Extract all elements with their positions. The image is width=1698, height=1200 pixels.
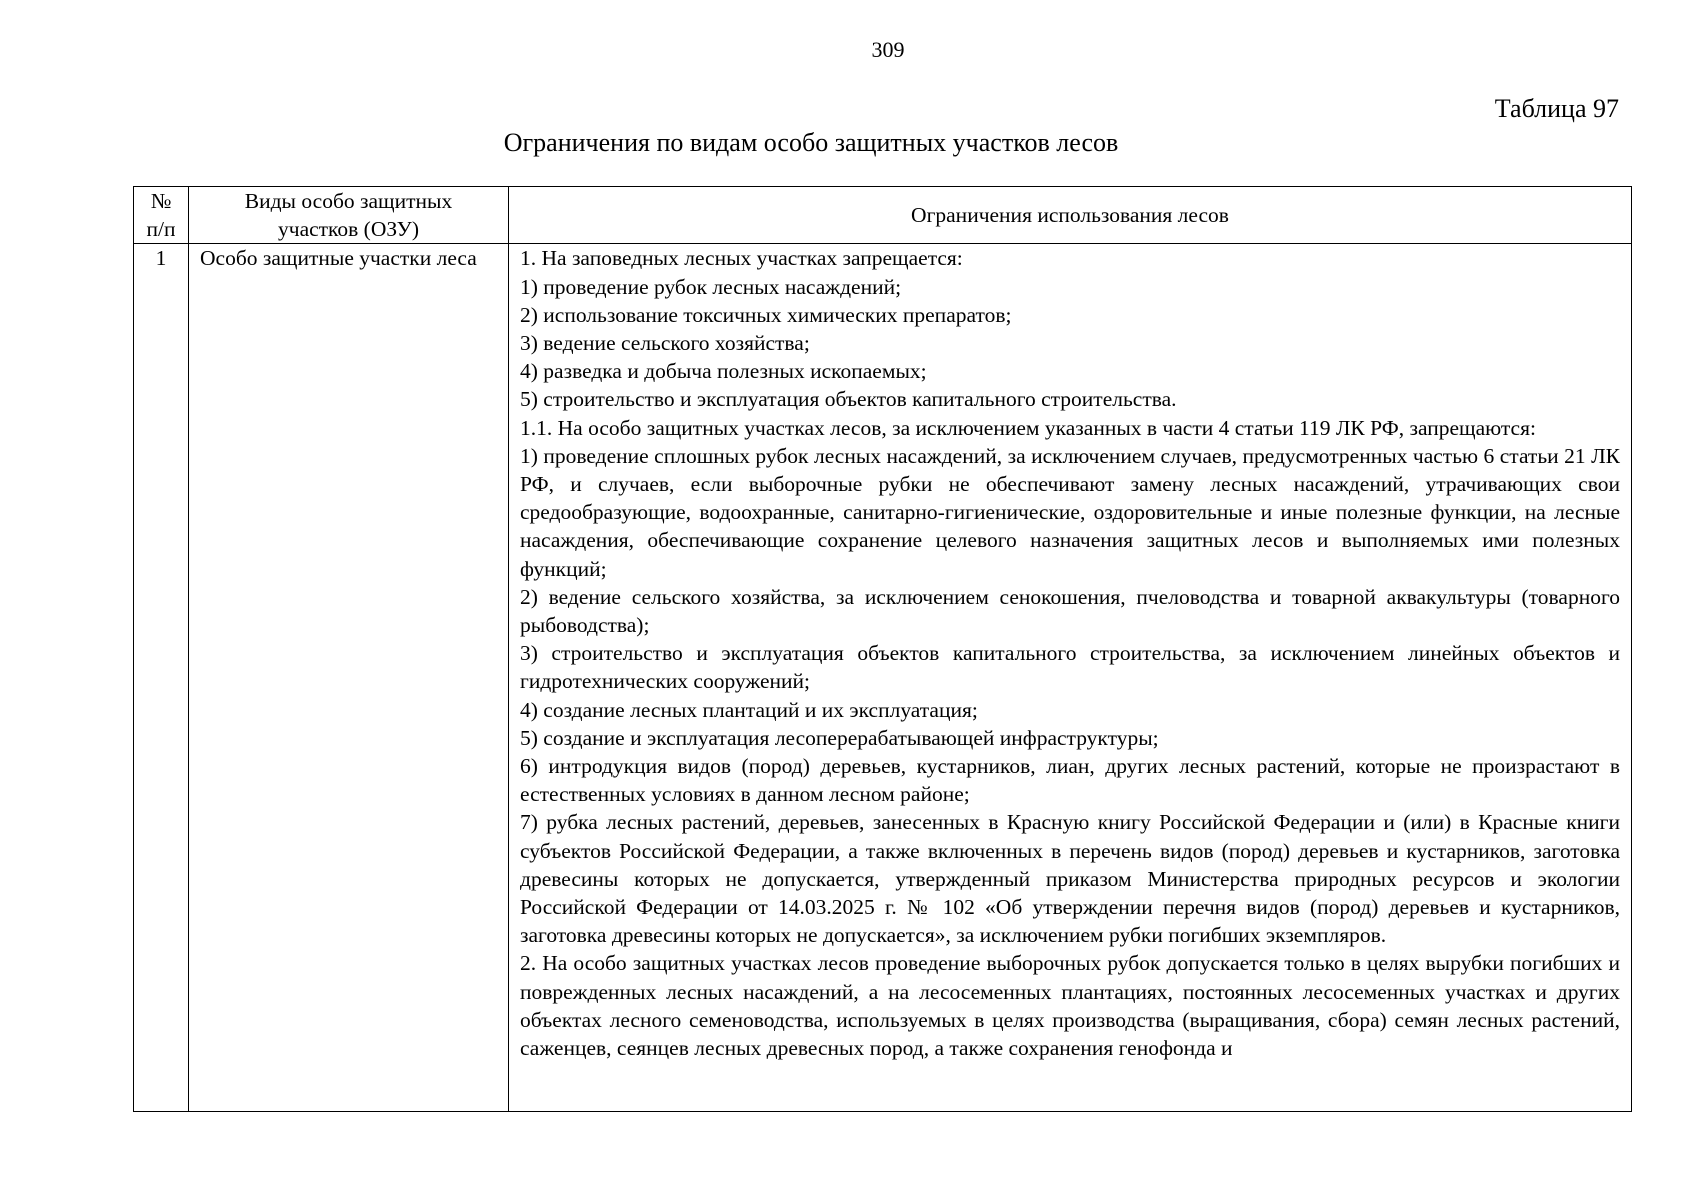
header-num	[134, 187, 189, 244]
restriction-line: 5) строительство и эксплуатация объектов капитального строительства.	[520, 387, 1177, 412]
header-restrictions: Ограничения использования лесов	[509, 187, 1632, 244]
restriction-line: 1) проведение сплошных рубок лесных насаждений, за исключением случаев, предусмотренных частью 6 статьи 21 ЛК РФ, и случаев, если выборочные рубки не обеспечивают замену лесных насаждений, утрачивающих свои средообразующие, водоохранные, санитарно-гигиенические, оздоровительные и иные полезные функции, на лесные насаждения, обеспечивающие сохранение целевого назначения защитных лесов и выполняемых ими полезных функций;	[520, 443, 1620, 581]
header-num-line: №	[150, 189, 172, 213]
restrictions-table	[133, 186, 1632, 1112]
row-restrictions	[509, 244, 1632, 1112]
restriction-line: 2. На особо защитных участках лесов проведение выборочных рубок допускается только в целях вырубки погибших и поврежденных лесных насаждений, а на лесосеменных плантациях, постоянных лесосеменных участках и других объектах лесного семеноводства, используемых в целях производства (выращивания, сбора) семян лесных растений, саженцев, сеянцев лесных древесных пород, а также сохранения генофонда и	[520, 951, 1620, 1061]
table-header-row	[134, 187, 1632, 244]
header-num-line: п/п	[146, 217, 176, 242]
row-num: 1	[134, 244, 189, 1112]
restriction-line: 3) ведение сельского хозяйства;	[520, 331, 810, 356]
restriction-line: 5) создание и эксплуатация лесоперерабатывающей инфраструктуры;	[520, 725, 1159, 750]
header-type	[189, 187, 509, 244]
restriction-line: 6) интродукция видов (пород) деревьев, кустарников, лиан, других лесных растений, которые не произрастают в естественных условиях в данном лесном районе;	[520, 754, 1620, 807]
restriction-line: 4) разведка и добыча полезных ископаемых;	[520, 359, 927, 384]
restriction-line: 1. На заповедных лесных участках запрещается:	[520, 246, 963, 271]
page-number: 309	[871, 37, 905, 62]
restriction-line: 3) строительство и эксплуатация объектов капитального строительства, за исключением линейных объектов и гидротехнических сооружений;	[520, 641, 1620, 694]
restriction-line: 7) рубка лесных растений, деревьев, занесенных в Красную книгу Российской Федерации и (или) в Красные книги субъектов Российской Федерации, а также включенных в перечень видов (пород) деревьев и кустарников, заготовка древесины которых не допускается, утвержденный приказом Министерства природных ресурсов и экологии Российской Федерации от 14.03.2025 г. № 102 «Об утверждении перечня видов (пород) деревьев и кустарников, заготовка древесины которых не допускается», за исключением рубки погибших экземпляров.	[520, 810, 1620, 948]
header-type-line: участков (ОЗУ)	[278, 217, 419, 242]
table-label: Таблица 97	[1494, 94, 1619, 123]
restriction-line: 4) создание лесных плантаций и их эксплуатация;	[520, 697, 978, 722]
restriction-line: 1.1. На особо защитных участках лесов, за исключением указанных в части 4 статьи 119 ЛК РФ, запрещаются:	[520, 415, 1536, 440]
restriction-line: 2) ведение сельского хозяйства, за исключением сенокошения, пчеловодства и товарной аквакультуры (товарного рыбоводства);	[520, 584, 1620, 638]
restriction-line: 1) проведение рубок лесных насаждений;	[520, 274, 902, 299]
document-title: Ограничения по видам особо защитных участков лесов	[503, 128, 1119, 157]
row-type: Особо защитные участки леса	[189, 244, 509, 1112]
table-row	[134, 244, 1632, 1112]
header-type-line: Виды особо защитных	[244, 189, 453, 213]
restriction-line: 2) использование токсичных химических препаратов;	[520, 302, 1012, 327]
